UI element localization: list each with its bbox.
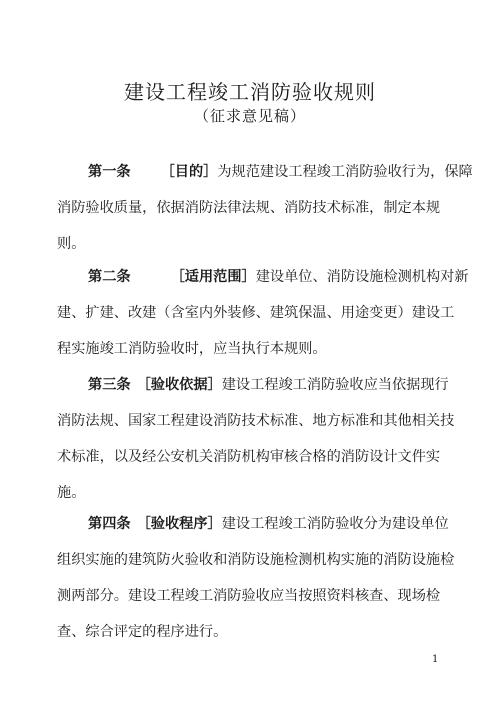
article-number: 第一条: [88, 164, 131, 180]
article-text-line: 为规范建设工程竣工消防验收行为，保障: [217, 164, 473, 180]
article-text-line: 施。: [57, 485, 86, 501]
article-text-line: 则。: [57, 236, 86, 252]
article-first-line: [57, 154, 473, 190]
article-text-line: 术标准，以及经公安机关消防机构审核合格的消防设计文件实: [57, 449, 441, 465]
article-text-line: 测两部分。建设工程竣工消防验收应当按照资料核查、现场检: [57, 588, 441, 604]
article-number: 第三条: [88, 377, 131, 393]
article-4: [57, 506, 455, 650]
article-1: [57, 154, 473, 262]
page-number: 1: [432, 654, 439, 665]
article-first-line: [57, 506, 447, 542]
article-text-line: 程实施竣工消防验收时，应当执行本规则。: [57, 341, 327, 357]
document-title: 建设工程竣工消防验收规则: [124, 80, 376, 104]
article-text-line: 建设工程竣工消防验收应当依据现行: [221, 377, 449, 393]
article-text-line: 组织实施的建筑防火验收和消防设施检测机构实施的消防设施检: [57, 552, 455, 568]
article-text-line: 建设工程竣工消防验收分为建设单位: [221, 516, 449, 532]
article-first-line: [57, 259, 469, 295]
article-tag: ［验收依据］: [136, 377, 222, 393]
article-number: 第四条: [88, 516, 131, 532]
article-tag: ［适用范围］: [170, 269, 256, 285]
article-text-line: 消防法规、国家工程建设消防技术标准、地方标准和其他相关技: [57, 413, 455, 429]
document-subtitle: （征求意见稿）: [193, 107, 306, 125]
article-text-line: 建设单位、消防设施检测机构对新: [255, 269, 469, 285]
article-tag: ［目的］: [160, 164, 218, 180]
article-text-line: 查、综合评定的程序进行。: [57, 624, 228, 640]
article-tag: ［验收程序］: [136, 516, 222, 532]
article-2: [57, 259, 469, 367]
article-3: [57, 367, 455, 511]
article-first-line: [57, 367, 447, 403]
article-text-line: 消防验收质量，依据消防法律法规、消防技术标准，制定本规: [57, 200, 441, 216]
article-number: 第二条: [88, 269, 131, 285]
article-text-line: 建、扩建、改建（含室内外装修、建筑保温、用途变更）建设工: [57, 305, 455, 321]
